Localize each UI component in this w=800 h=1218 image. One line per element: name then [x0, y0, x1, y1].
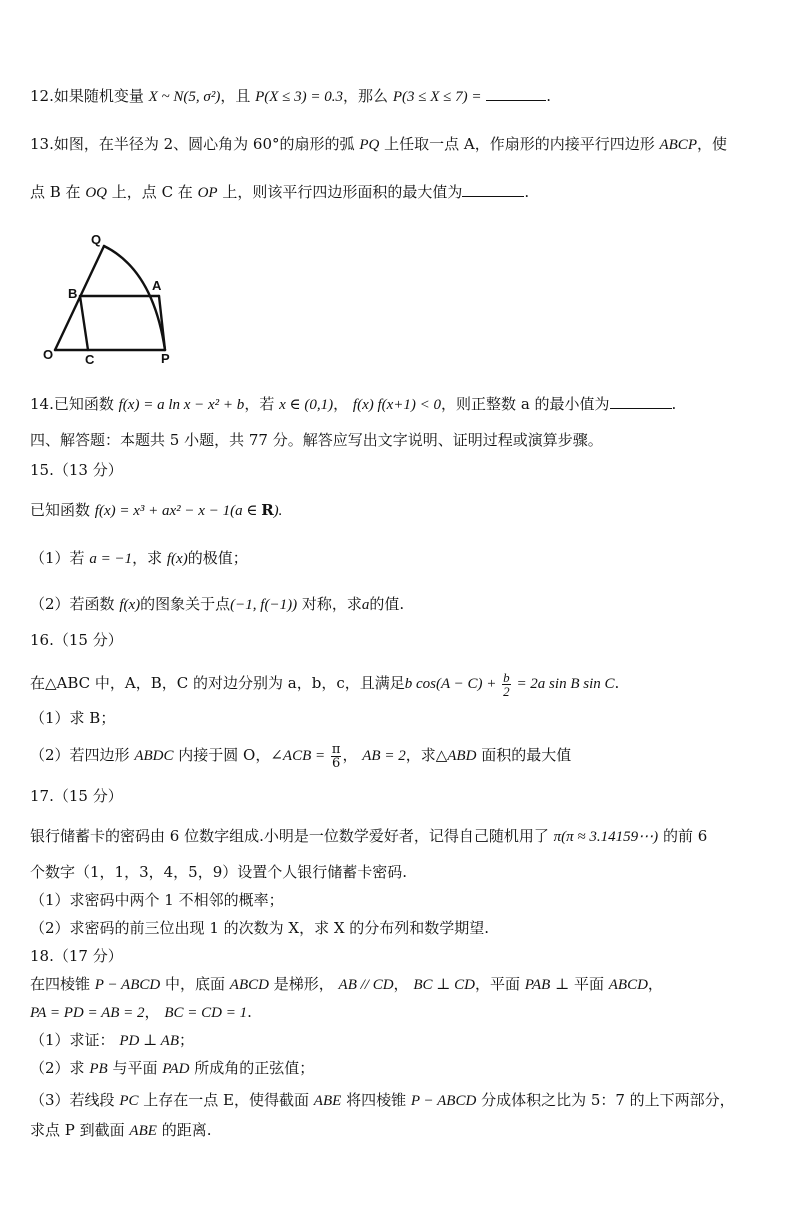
- q13-arc: PQ: [359, 137, 380, 153]
- q13-sector-figure: [35, 226, 185, 376]
- q18-parallel: AB // CD: [338, 977, 394, 993]
- q15-p2-c: 对称，求: [301, 595, 362, 613]
- q18-text-g: ，: [647, 975, 663, 993]
- q15-cond-a: (a ∈: [230, 503, 262, 519]
- q15-p1-cond: a = −1: [89, 551, 133, 567]
- q16-stem: [30, 668, 619, 699]
- q16-p2-quad: ABDC: [134, 748, 174, 764]
- q16-frac-den: 2: [503, 683, 510, 699]
- q18-header: 18.（17 分）: [30, 947, 123, 965]
- q18-text-c: 是梯形，: [273, 975, 334, 993]
- q13-text-d: 点 B 在: [30, 183, 81, 201]
- q17-text-a: 银行储蓄卡的密码由 6 位数字组成.小明是一位数学爱好者，记得自己随机用了: [30, 827, 549, 845]
- q12-mid2: ，那么: [343, 87, 389, 105]
- q15-p2-var: a: [361, 597, 370, 613]
- q18-p2-b: 与平面: [112, 1059, 158, 1077]
- q16-p2-angle: ∠ACB =: [270, 748, 326, 764]
- q18-perpendicular: BC ⊥ CD: [413, 977, 475, 993]
- q15-header: 15.（13 分）: [30, 461, 123, 479]
- q18-lengths-1: PA = PD = AB = 2: [30, 1005, 145, 1021]
- q13-op: OP: [197, 185, 218, 201]
- q15-p1-a: （1）若: [30, 549, 85, 567]
- q15-p1-f: f(x): [166, 551, 188, 567]
- q13-oq: OQ: [85, 185, 108, 201]
- q14-comma: ，: [333, 395, 349, 413]
- q16-p2-ab: AB = 2: [362, 748, 406, 764]
- q18-base: ABCD: [229, 977, 269, 993]
- q16-frac-b-over-2: [502, 671, 511, 698]
- q18-text-f: ⊥ 平面: [555, 975, 604, 993]
- q12-end: .: [546, 87, 552, 105]
- q17-header: 17.（15 分）: [30, 787, 123, 805]
- q16-part2: [30, 740, 571, 771]
- section-4-heading: 四、解答题：本题共 5 小题，共 77 分。解答应写出文字说明、证明过程或演算步骤。: [30, 431, 603, 449]
- q18-lengths-2: BC = CD = 1: [164, 1005, 248, 1021]
- q18-part1: [30, 1030, 194, 1051]
- q18-line2-end: .: [247, 1003, 252, 1021]
- q18-p3-c: 将四棱锥: [346, 1091, 407, 1109]
- label-o: O: [43, 347, 54, 362]
- q17-part2: （2）求密码的前三位出现 1 的次数为 X，求 X 的分布列和数学期望.: [30, 919, 490, 937]
- q14-line: [30, 394, 676, 415]
- q14-tail: ，则正整数 a 的最小值为: [441, 395, 610, 413]
- q16-frac-num: b: [503, 669, 510, 685]
- q16-p2-tri: ABD: [447, 748, 477, 764]
- q17-pi-expr: π(π ≈ 3.14159⋯): [553, 829, 659, 845]
- q15-p2-d: 的值.: [369, 595, 405, 613]
- q18-p3-a: （3）若线段: [30, 1091, 115, 1109]
- q18-part2: [30, 1058, 314, 1079]
- q18-text-e: ，平面: [474, 975, 520, 993]
- q16-eq-a: b cos(A − C) +: [404, 676, 497, 692]
- q14-prefix: 14.已知函数: [30, 395, 114, 413]
- q18-p1-eq: PD ⊥ AB: [119, 1033, 179, 1049]
- q16-header: 16.（15 分）: [30, 631, 123, 649]
- q18-text-a: 在四棱锥: [30, 975, 91, 993]
- q15-stem: [30, 500, 282, 521]
- q14-mid: ，若: [244, 395, 275, 413]
- q12-mid: ，且: [220, 87, 251, 105]
- q15-p1-c: 的极值；: [187, 549, 248, 567]
- q15-cond-b: ).: [273, 503, 283, 519]
- label-q: Q: [91, 232, 102, 247]
- label-b: B: [68, 286, 78, 301]
- q16-eq-b: = 2a sin B sin C: [516, 676, 615, 692]
- q16-p2-frac-den: 6: [332, 755, 341, 771]
- q16-p2-b: 内接于圆 O，: [178, 746, 271, 764]
- q18-p2-a: （2）求: [30, 1059, 85, 1077]
- q17-part1: （1）求密码中两个 1 不相邻的概率；: [30, 891, 284, 909]
- q14-domain: x ∈ (0,1): [279, 397, 334, 413]
- label-a: A: [152, 278, 162, 293]
- q18-p3-b: 上存在一点 E，使得截面: [143, 1091, 310, 1109]
- q15-p2-a: （2）若函数: [30, 595, 115, 613]
- q18-p3-d: 分成体积之比为 5：7 的上下两部分，: [481, 1091, 735, 1109]
- q18-p2-c: 所成角的正弦值；: [194, 1059, 315, 1077]
- q14-answer-blank[interactable]: [610, 394, 672, 409]
- q17-line2: 个数字（1，1，3，4，5，9）设置个人银行储蓄卡密码.: [30, 863, 408, 881]
- q15-p1-b: ，求: [132, 549, 163, 567]
- q18-p2-pad: PAD: [162, 1061, 190, 1077]
- q18-line1: [30, 974, 663, 995]
- q12-answer-blank[interactable]: [486, 86, 546, 101]
- q16-p2-a: （2）若四边形: [30, 746, 130, 764]
- q18-part3-line2: [30, 1120, 211, 1141]
- q18-text-b: 中，底面: [164, 975, 225, 993]
- q15-part1: [30, 548, 248, 569]
- q16-p2-d: ，求△: [405, 746, 448, 764]
- q16-frac-pi-over-6: [331, 743, 342, 770]
- q12-distribution: X ~ N(5, σ²): [148, 89, 221, 105]
- q14-function: f(x) = a ln x − x² + b: [118, 397, 245, 413]
- q15-function: f(x) = x³ + ax² − x − 1: [94, 503, 231, 519]
- q12-line: [30, 86, 551, 107]
- q13-end: .: [524, 183, 530, 201]
- q18-part3: [30, 1090, 735, 1111]
- q16-p2-c: ，: [342, 746, 358, 764]
- q16-p2-e: 面积的最大值: [481, 746, 572, 764]
- q15-p2-point: (−1, f(−1)): [230, 597, 298, 613]
- q15-part2: [30, 594, 404, 615]
- q12-condition: P(X ≤ 3) = 0.3: [255, 89, 344, 105]
- q18-p3-line2-a: 求点 P 到截面: [30, 1121, 125, 1139]
- q16-stem-text: 在△ABC 中，A，B，C 的对边分别为 a，b，c，且满足: [30, 674, 405, 692]
- segment-bc: [80, 296, 88, 350]
- q14-end: .: [671, 395, 677, 413]
- q18-p3-pyramid: P − ABCD: [410, 1093, 477, 1109]
- q17-text-b: 的前 6: [662, 827, 708, 845]
- q15-reals: R: [261, 501, 274, 519]
- q18-p2-pb: PB: [89, 1061, 108, 1077]
- label-p: P: [161, 351, 170, 366]
- label-c: C: [85, 352, 95, 367]
- q18-plane-abcd: ABCD: [608, 977, 648, 993]
- q16-stem-end: .: [614, 674, 620, 692]
- q17-line1: [30, 826, 707, 847]
- q16-p2-frac-num: π: [331, 741, 341, 757]
- q18-text-h: ，: [144, 1003, 160, 1021]
- q18-line2: [30, 1002, 252, 1023]
- q13-parallelogram: ABCP: [659, 137, 697, 153]
- q14-condition: f(x) f(x+1) < 0: [352, 397, 442, 413]
- arc-pq: [104, 246, 165, 350]
- q18-plane-pab: PAB: [524, 977, 551, 993]
- q13-line1: [30, 134, 727, 155]
- q15-stem-text: 已知函数: [30, 501, 91, 519]
- q13-answer-blank[interactable]: [462, 182, 524, 197]
- q18-p3-abe: ABE: [313, 1093, 342, 1109]
- q18-pyramid: P − ABCD: [94, 977, 161, 993]
- q18-text-d: ，: [393, 975, 409, 993]
- q13-line2: [30, 182, 529, 203]
- q13-text-a: 13.如图，在半径为 2、圆心角为 60°的扇形的弧: [30, 135, 355, 153]
- q18-p3-pc: PC: [119, 1093, 139, 1109]
- q12-prefix: 12.如果随机变量: [30, 87, 144, 105]
- q16-part1: （1）求 B；: [30, 709, 116, 727]
- q18-p1-end: ；: [178, 1031, 194, 1049]
- q18-p3-line2-abe: ABE: [129, 1123, 157, 1139]
- q13-text-f: 上，则该平行四边形面积的最大值为: [222, 183, 463, 201]
- q18-p3-line2-b: 的距离.: [161, 1121, 212, 1139]
- q13-text-b: 上任取一点 A，作扇形的内接平行四边形: [384, 135, 655, 153]
- q15-p2-b: 的图象关于点: [140, 595, 231, 613]
- q13-text-e: 上，点 C 在: [111, 183, 193, 201]
- q15-p2-f: f(x): [119, 597, 141, 613]
- q12-ask: P(3 ≤ X ≤ 7) =: [392, 89, 482, 105]
- q18-p1-a: （1）求证：: [30, 1031, 115, 1049]
- q13-text-c: ，使: [696, 135, 727, 153]
